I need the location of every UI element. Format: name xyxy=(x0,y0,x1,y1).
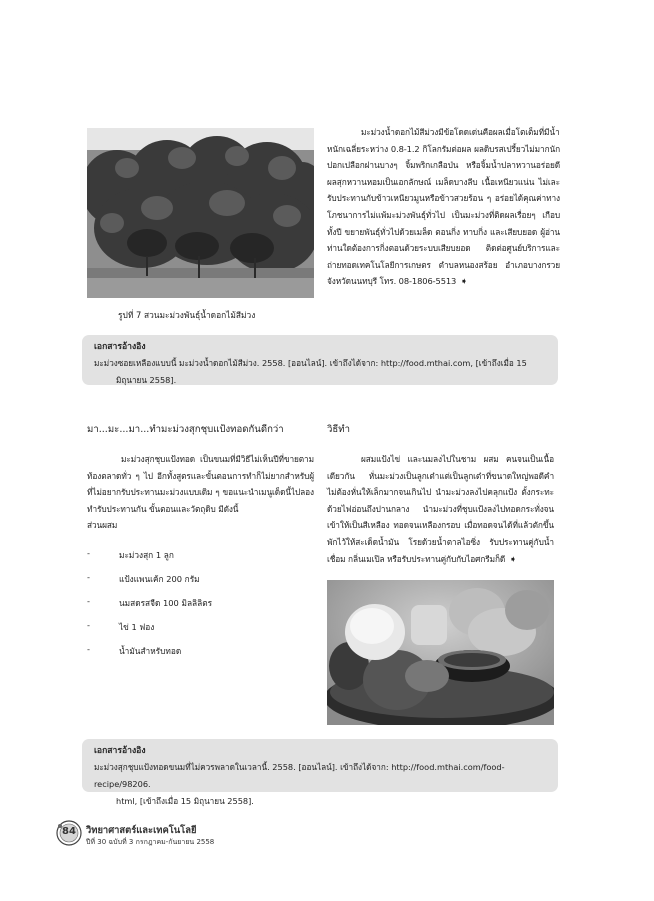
reference-line: มะม่วงซอยเหลืองแบบนี้ มะม่วงน้ำดอกไม้สีม่วง. 2558. [ออนไลน์]. เข้าถึงได้จาก: http://food.mthai.com, [เข้าถึงเมื่อ 15 xyxy=(94,358,527,368)
journal-title: วิทยาศาสตร์และเทคโนโลยี xyxy=(86,825,197,836)
reference-title: เอกสารอ้างอิง xyxy=(94,342,146,352)
reference-line-continued: มิถุนายน 2558]. xyxy=(116,375,177,385)
end-arrow-icon: ➧ xyxy=(460,277,468,288)
recipe-intro-paragraph xyxy=(87,451,314,534)
ingredients-list: - มะม่วงสุก 1 ลูก - แป้งแพนเค้ก 200 กรัม - นมสดรสจืด 100 มิลลิลิตร - ไข่ 1 ฟอง - น้ำมันสำหรับทอด xyxy=(87,548,213,656)
reference-line-continued: html, [เข้าถึงเมื่อ 15 มิถุนายน 2558]. xyxy=(116,796,254,806)
fried-mango-photo xyxy=(327,580,554,725)
reference-box-1 xyxy=(82,335,558,385)
method-text: ผสมแป้งไข่ และนมลงไปในชาม ผสม คนจนเป็นเนื้อเดียวกัน หั่นมะม่วงเป็นลูกเต๋าแต่เป็นลูกเต๋าที่ขนาดใหญ่พอดีคำ ไม่ต้องหั่นให้เล็กมากจนเกินไป นำมะม่วงลงไปคลุกแป้ง ตั้งกระทะด้วยไฟอ่อนถึงปานกลาง นำมะม่วงที่ชุบแป้งลงไปทอดกระทั่งจนเข้าให้เป็นสีเหลือง ทอดจนเหลืองกรอบ เมื่อทอดจนได้ที่แล้วตักขึ้นพักไว้ให้สะเด็ดน้ำมัน โรยด้วยน้ำตาลไอซิ่ง รับประทานคู่กับน้ำเชื่อม กลิ่นเมเปิล หรือรับประทานคู่กับกับไอศกรีมก็ดี xyxy=(327,454,554,564)
reference-entry xyxy=(94,759,546,810)
reference-box-2 xyxy=(82,739,558,806)
reference-line: มะม่วงสุกชุบแป้งทอดขนมที่ไม่ควรพลาดในเวลานี้. 2558. [ออนไลน์]. เข้าถึงได้จาก: http://food.mthai.com/food-recipe/98206. xyxy=(94,762,505,789)
mango-description-paragraph xyxy=(327,124,560,291)
method-paragraph xyxy=(327,451,554,568)
mango-description-text: มะม่วงน้ำดอกไม้สีม่วงมีข้อโดดเด่นคือผลเมื่อโตเต็มที่มีน้ำหนักเฉลี่ยระหว่าง 0.8-1.2 กิโลกรัมต่อผล ผลดิบรสเปรี้ยวไม่มากนัก ปอกเปลือกฝานบางๆ จิ้มพริกเกลือป่น หรือจิ้มน้ำปลาหวานอร่อยดี ผลสุกหวานหอมเป็นเอกลักษณ์ เมล็ดบางลีบ เนื้อเหนียวแน่น ไม่เละ รับประทานกับข้าวเหนียวมูนหรือข้าวสวยร้อน ๆ อร่อยได้คุณค่าทางโภชนาการไม่แพ้มะม่วงพันธุ์ทั่วไป เป็นมะม่วงที่ติดผลเรื่อยๆ เกือบทั้งปี ขยายพันธุ์ทั่วไปด้วยเมล็ด ตอนกิ่ง ทาบกิ่ง และเสียบยอด ผู้อ่านท่านใดต้องการกิ่งตอนด้วยระบบเสียบยอด ติดต่อศูนย์บริการและถ่ายทอดเทคโนโลยีการเกษตร ตำบลหนองสร้อย อำเภอบางกรวย จังหวัดนนทบุรี โทร. 08-1806-5513 xyxy=(327,127,560,287)
end-arrow-icon: ➧ xyxy=(509,554,517,565)
method-heading: วิธีทำ xyxy=(327,424,350,435)
reference-title: เอกสารอ้างอิง xyxy=(94,746,146,756)
recipe-heading: มา...มะ...มา...ทำมะม่วงสุกชุบแป้งทอดกันดีกว่า xyxy=(87,424,284,435)
reference-entry xyxy=(94,355,546,389)
recipe-intro-text: มะม่วงสุกชุบแป้งทอด เป็นขนมที่มีวิธีไม่เห็นปีที่ขายตามท้องตลาดทั่ว ๆ ไป อีกทั้งสูตรและขั้นตอนการทำก็ไม่ยากสำหรับผู้ที่ไม่อยากรับประทานมะม่วงแบบเดิม ๆ ขอแนะนำเมนูเด็ดนี้ไปลองทำรับประทานกัน ขั้นตอนและวัตถุดิบ มีดังนี้ xyxy=(87,454,314,514)
page-number-badge xyxy=(56,820,82,846)
orchard-photo-caption: รูปที่ 7 สวนมะม่วงพันธุ์น้ำดอกไม้สีม่วง xyxy=(118,310,256,320)
mango-orchard-photo xyxy=(87,128,314,298)
ingredients-title: ส่วนผสม xyxy=(87,520,118,531)
page-number: 84 xyxy=(62,826,76,837)
journal-issue: ปีที่ 30 ฉบับที่ 3 กรกฎาคม-กันยายน 2558 xyxy=(86,838,215,846)
